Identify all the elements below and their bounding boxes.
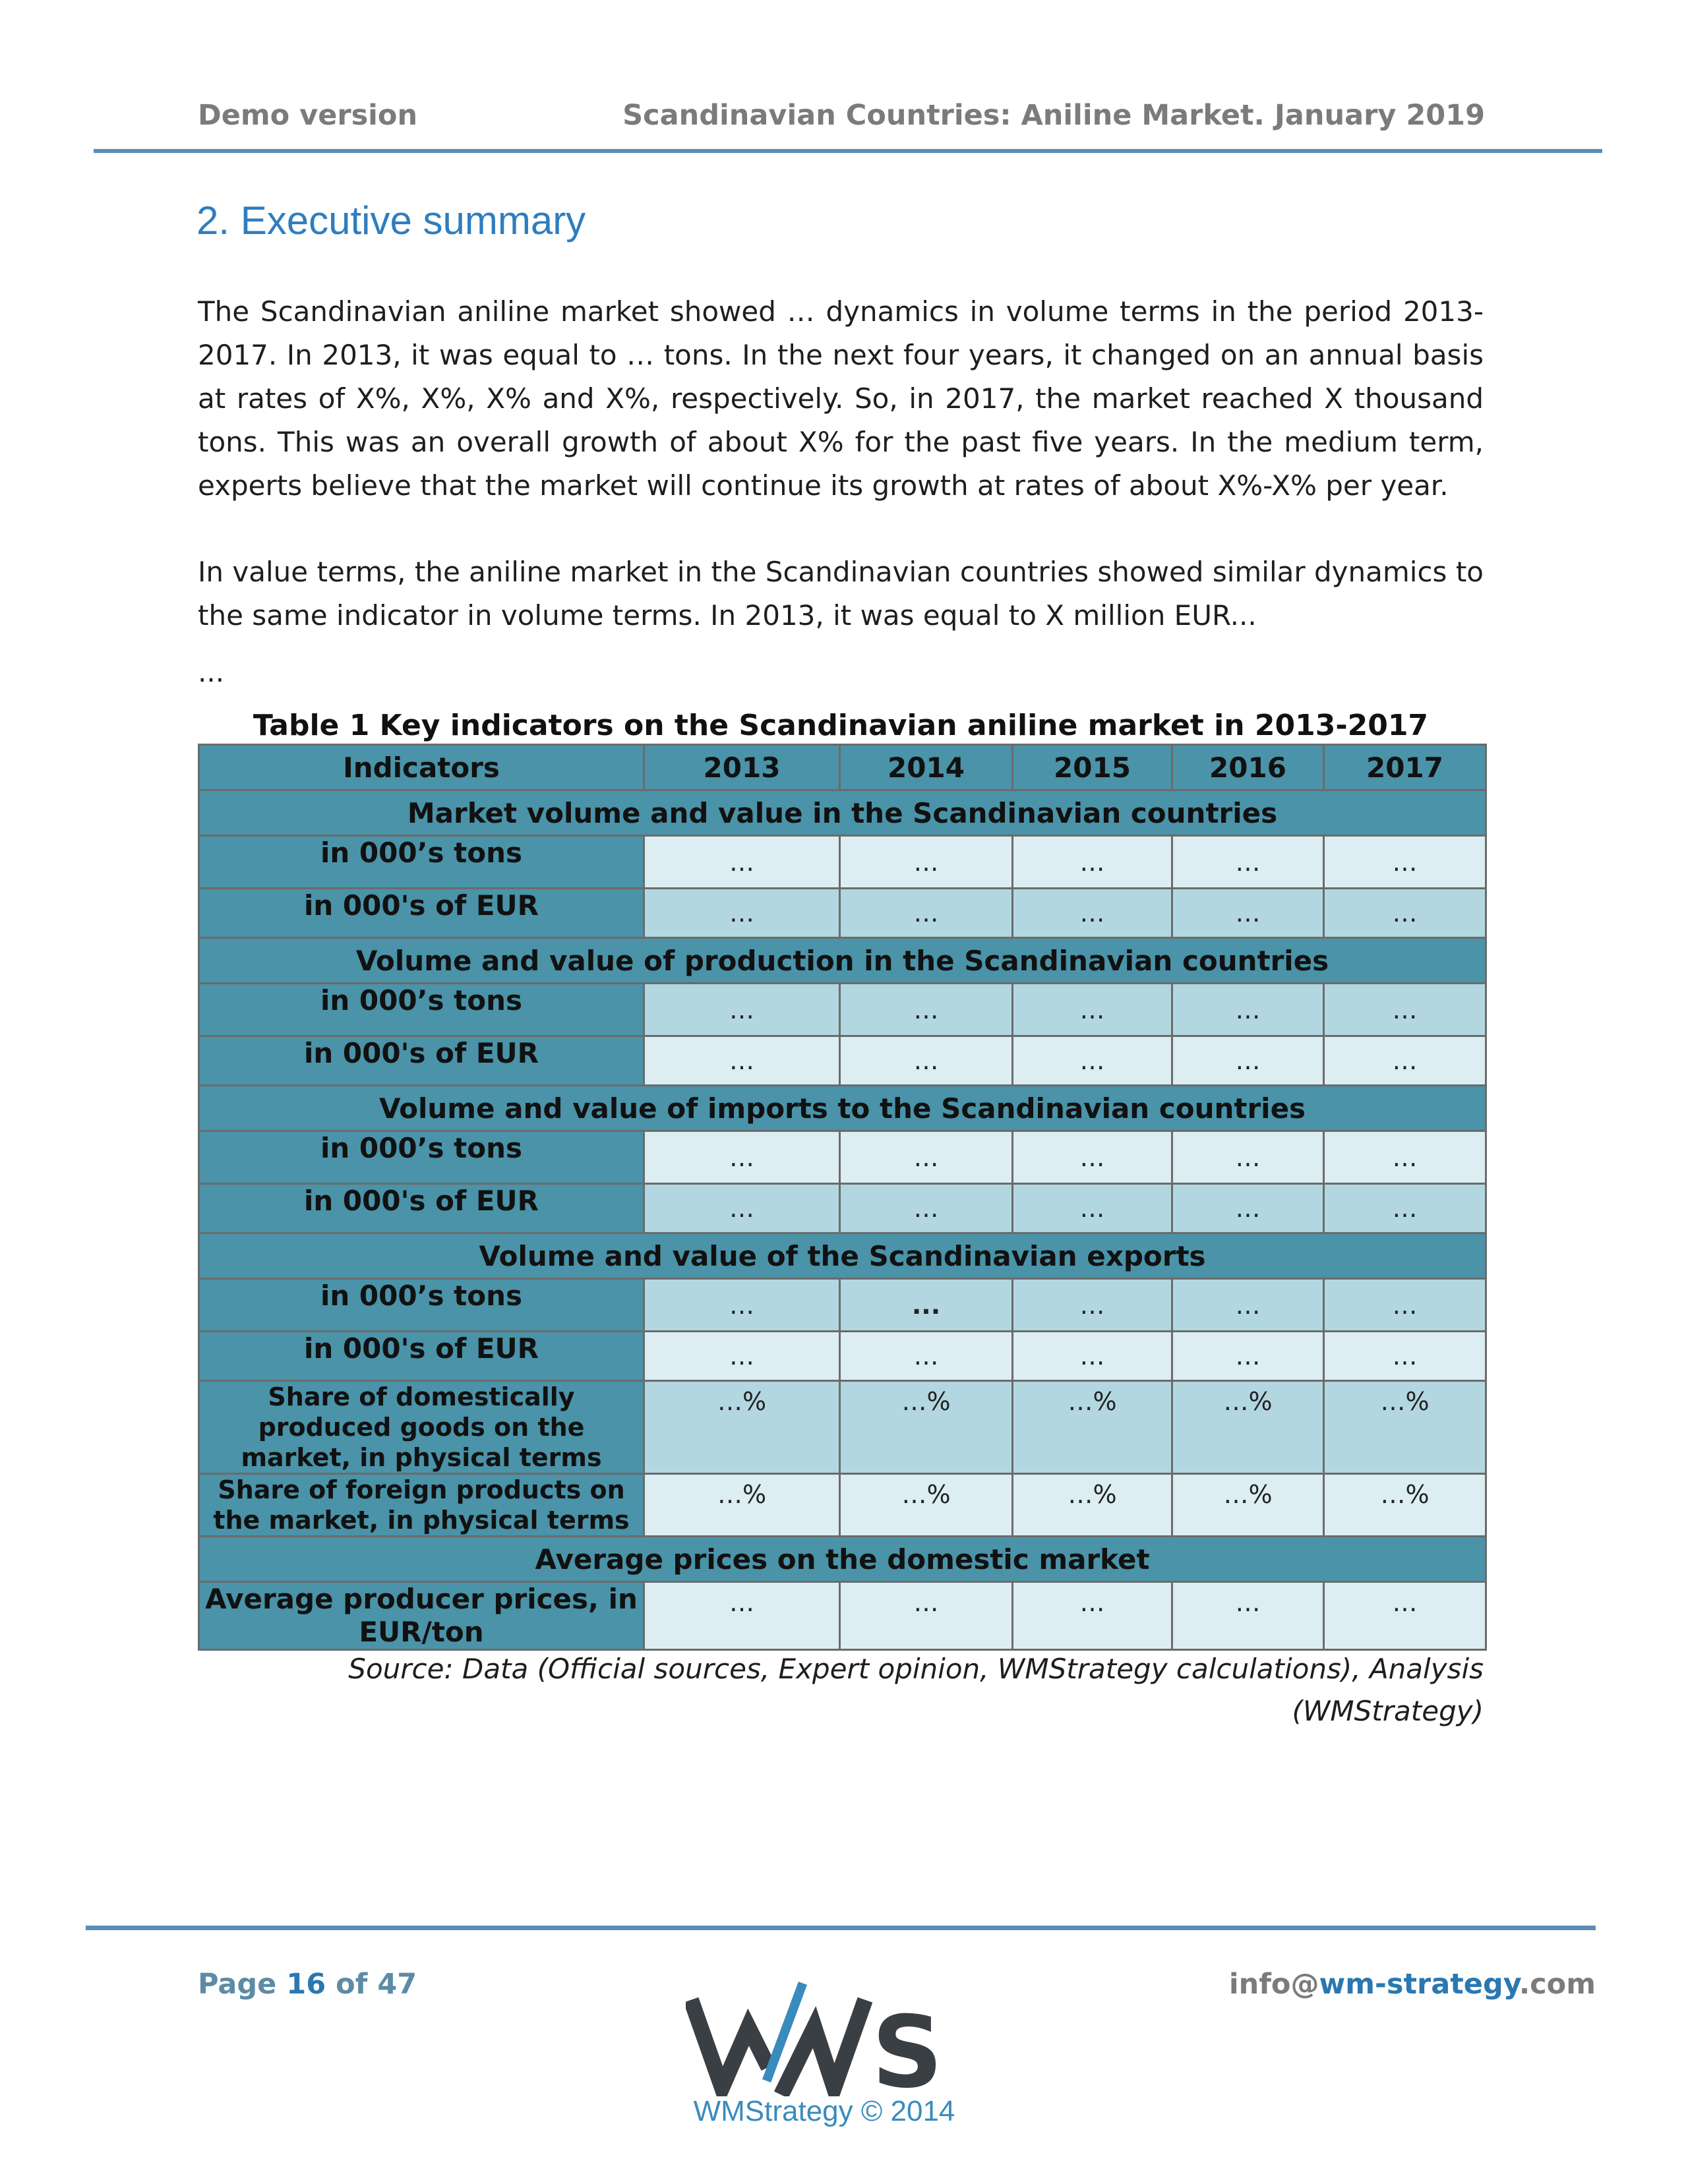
section-row-market bbox=[199, 790, 1486, 836]
table-cell: … bbox=[1172, 1131, 1324, 1184]
footer-email[interactable] bbox=[1229, 1968, 1596, 2001]
table-row bbox=[199, 889, 1486, 938]
text-ellipsis: ... bbox=[198, 656, 225, 688]
table-row bbox=[199, 1474, 1486, 1537]
table-cell: … bbox=[1013, 1279, 1172, 1332]
table-cell: … bbox=[1013, 1332, 1172, 1381]
row-label: in 000's of EUR bbox=[199, 1036, 644, 1086]
table-caption: Table 1 Key indicators on the Scandinavian aniline market in 2013-2017 bbox=[253, 709, 1429, 742]
header-report-title: Scandinavian Countries: Aniline Market. January 2019 bbox=[622, 99, 1485, 132]
table-cell: … bbox=[1324, 1332, 1486, 1381]
table-row bbox=[199, 1184, 1486, 1233]
table-row bbox=[199, 984, 1486, 1036]
table-cell: … bbox=[1013, 889, 1172, 938]
table-row bbox=[199, 1279, 1486, 1332]
table-cell: … bbox=[840, 984, 1013, 1036]
table-row bbox=[199, 1036, 1486, 1086]
table-row bbox=[199, 836, 1486, 889]
col-header-2013: 2013 bbox=[644, 745, 840, 790]
table-cell: … bbox=[1324, 1279, 1486, 1332]
table-cell: … bbox=[644, 1582, 840, 1650]
table-cell: … bbox=[1013, 1036, 1172, 1086]
section-label: Volume and value of the Scandinavian exports bbox=[199, 1233, 1486, 1279]
table-cell: … bbox=[840, 889, 1013, 938]
table-cell: … bbox=[840, 1184, 1013, 1233]
table-cell: … bbox=[840, 836, 1013, 889]
section-title: 2. Executive summary bbox=[196, 198, 586, 243]
table-cell: … bbox=[1324, 1036, 1486, 1086]
table-cell: … bbox=[1013, 1184, 1172, 1233]
table-cell: … bbox=[840, 1036, 1013, 1086]
table-cell: … bbox=[644, 1279, 840, 1332]
footer-divider bbox=[86, 1926, 1596, 1930]
row-label: in 000's of EUR bbox=[199, 1184, 644, 1233]
table-cell: … bbox=[1172, 889, 1324, 938]
logo-caption: WMStrategy © 2014 bbox=[693, 2095, 955, 2127]
table-cell: … bbox=[644, 1332, 840, 1381]
logo-text: S bbox=[872, 1995, 944, 2096]
table-cell: …% bbox=[840, 1381, 1013, 1474]
summary-paragraph-value: In value terms, the aniline market in the Scandinavian countries showed similar dynamics to the same indicator in volume terms. In 2013, it was equal to X million EUR... bbox=[198, 556, 1484, 632]
page-prefix: Page bbox=[198, 1968, 287, 2001]
col-header-2015: 2015 bbox=[1013, 745, 1172, 790]
table-cell: … bbox=[1172, 1184, 1324, 1233]
table-cell: … bbox=[644, 1184, 840, 1233]
row-label: Average producer prices, in EUR/ton bbox=[199, 1582, 644, 1650]
table-cell: … bbox=[1324, 984, 1486, 1036]
table-cell: …% bbox=[1324, 1474, 1486, 1537]
header-document-label: Demo version bbox=[198, 99, 418, 132]
row-label: in 000’s tons bbox=[199, 836, 644, 889]
table-cell: …% bbox=[1013, 1381, 1172, 1474]
col-header-2017: 2017 bbox=[1324, 745, 1486, 790]
page-number bbox=[198, 1968, 417, 2001]
table-cell: …% bbox=[1013, 1474, 1172, 1537]
page-current: 16 bbox=[286, 1968, 326, 2001]
table-cell: … bbox=[840, 1582, 1013, 1650]
section-label: Average prices on the domestic market bbox=[199, 1537, 1486, 1582]
section-row-production bbox=[199, 938, 1486, 984]
section-label: Volume and value of imports to the Scandinavian countries bbox=[199, 1086, 1486, 1131]
table-cell: … bbox=[1172, 1582, 1324, 1650]
table-cell: … bbox=[1324, 889, 1486, 938]
row-label: in 000's of EUR bbox=[199, 889, 644, 938]
table-cell: …% bbox=[1172, 1474, 1324, 1537]
row-label: in 000’s tons bbox=[199, 984, 644, 1036]
table-cell: … bbox=[1172, 1036, 1324, 1086]
table-cell: …% bbox=[840, 1474, 1013, 1537]
table-cell: … bbox=[1013, 836, 1172, 889]
table-cell: … bbox=[840, 1131, 1013, 1184]
table-cell: … bbox=[644, 1036, 840, 1086]
table-cell: … bbox=[1324, 836, 1486, 889]
table-cell: … bbox=[1324, 1131, 1486, 1184]
table-cell: …% bbox=[1324, 1381, 1486, 1474]
table-row bbox=[199, 1332, 1486, 1381]
row-label: in 000's of EUR bbox=[199, 1332, 644, 1381]
wms-logo bbox=[686, 1981, 963, 2096]
table-cell: … bbox=[644, 889, 840, 938]
table-source-note: Source: Data (Official sources, Expert opinion, WMStrategy calculations), Analysis (WMStrategy) bbox=[348, 1653, 1484, 1727]
table-cell: … bbox=[644, 984, 840, 1036]
table-cell: … bbox=[1324, 1184, 1486, 1233]
key-indicators-table bbox=[198, 744, 1487, 1651]
table-row bbox=[199, 1381, 1486, 1474]
table-cell: … bbox=[1013, 1582, 1172, 1650]
row-label: in 000’s tons bbox=[199, 1131, 644, 1184]
section-row-exports bbox=[199, 1233, 1486, 1279]
row-label: Share of domestically produced goods on the market, in physical terms bbox=[199, 1381, 644, 1474]
email-domain: wm-strategy bbox=[1319, 1968, 1519, 2001]
page-suffix: of 47 bbox=[326, 1968, 417, 2001]
col-header-2014: 2014 bbox=[840, 745, 1013, 790]
table-cell: ... bbox=[840, 1279, 1013, 1332]
table-cell: … bbox=[1172, 1332, 1324, 1381]
table-cell: …% bbox=[644, 1474, 840, 1537]
table-cell: …% bbox=[644, 1381, 840, 1474]
table-cell: … bbox=[1013, 984, 1172, 1036]
table-cell: … bbox=[644, 836, 840, 889]
email-user: info@ bbox=[1228, 1968, 1319, 2001]
table-row bbox=[199, 1131, 1486, 1184]
row-label: Share of foreign products on the market, in physical terms bbox=[199, 1474, 644, 1537]
table-row bbox=[199, 1582, 1486, 1650]
table-cell: … bbox=[1172, 836, 1324, 889]
section-row-prices bbox=[199, 1537, 1486, 1582]
table-cell: … bbox=[840, 1332, 1013, 1381]
summary-paragraph-volume: The Scandinavian aniline market showed … dynamics in volume terms in the period 2013-2017. In 2013, it was equal to … tons. In the next four years, it changed on an annual basis at rates of X%, X%, X% and X%, respectively. So, in 2017, the market reached X thousand tons. This was an overall growth of about X% for the past five years. In the medium term, experts believe that the market will continue its growth at rates of about X%-X% per year. bbox=[198, 295, 1484, 502]
section-label: Market volume and value in the Scandinavian countries bbox=[199, 790, 1486, 836]
table-cell: … bbox=[1324, 1582, 1486, 1650]
header-divider bbox=[94, 149, 1602, 153]
table-cell: …% bbox=[1172, 1381, 1324, 1474]
section-label: Volume and value of production in the Scandinavian countries bbox=[199, 938, 1486, 984]
col-header-2016: 2016 bbox=[1172, 745, 1324, 790]
row-label: in 000’s tons bbox=[199, 1279, 644, 1332]
table-cell: … bbox=[1172, 984, 1324, 1036]
section-row-imports bbox=[199, 1086, 1486, 1131]
table-cell: … bbox=[1013, 1131, 1172, 1184]
email-tld: .com bbox=[1519, 1968, 1596, 2001]
col-header-indicators: Indicators bbox=[199, 745, 644, 790]
table-cell: … bbox=[1172, 1279, 1324, 1332]
table-header-row bbox=[199, 745, 1486, 790]
table-cell: … bbox=[644, 1131, 840, 1184]
